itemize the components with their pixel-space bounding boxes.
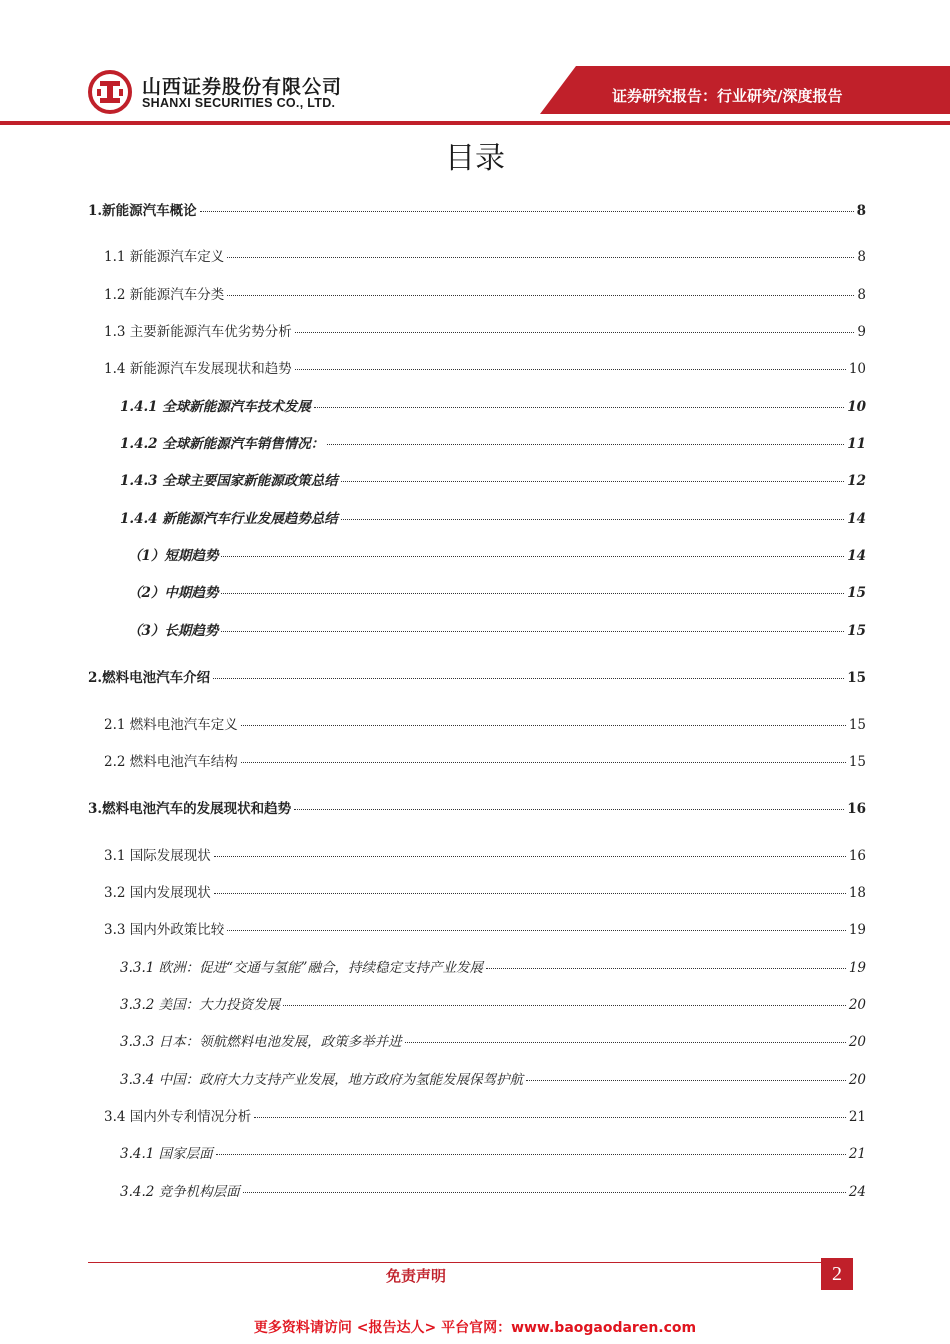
toc-leader-dots [221,593,844,594]
toc-entry-label: （1）短期趋势 [128,548,219,564]
report-type: 证券研究报告：行业研究/深度报告 [612,87,843,105]
toc-entry-label: 3.4 国内外专利情况分析 [104,1109,252,1125]
toc-leader-dots [341,519,844,520]
toc-leader-dots [254,1117,846,1118]
toc-entry[interactable] [104,1105,866,1125]
toc-entry-label: 3.3.4 中国：政府大力支持产业发展，地方政府为氢能发展保驾护航 [120,1072,524,1088]
toc-entry-page: 9 [857,324,866,340]
toc-entry-label: 1.3 主要新能源汽车优劣势分析 [104,324,292,340]
toc-entry[interactable] [128,544,866,564]
toc-entry-page: 16 [847,801,866,817]
toc-entry-page: 20 [848,997,866,1013]
company-logo-icon [88,70,132,114]
toc-entry-label: 2.1 燃料电池汽车定义 [104,717,238,733]
toc-entry[interactable] [120,993,866,1013]
toc-entry-label: 1.4 新能源汽车发展现状和趋势 [104,361,292,377]
promo-banner[interactable]: 更多资料请访问 <报告达人> 平台官网：www.baogaodaren.com [253,1320,697,1336]
toc-entry[interactable] [120,469,866,489]
toc-entry-label: 3.2 国内发展现状 [104,885,211,901]
toc-entry[interactable] [120,507,866,527]
toc-entry-page: 16 [848,848,866,864]
toc-entry-label: 2.2 燃料电池汽车结构 [104,754,238,770]
toc-entry-page: 14 [847,511,866,527]
toc-entry[interactable] [120,1030,866,1050]
toc-entry-page: 8 [856,203,866,219]
toc-leader-dots [243,1192,846,1193]
toc-entry-page: 11 [847,436,866,452]
disclaimer-link[interactable]: 免责声明 [386,1267,447,1285]
toc-entry-page: 15 [848,717,866,733]
toc-entry[interactable] [120,956,866,976]
toc-leader-dots [227,257,854,258]
toc-leader-dots [214,893,846,894]
toc-entry[interactable] [120,1068,866,1088]
toc-leader-dots [294,809,844,810]
toc-leader-dots [295,369,846,370]
toc-entry[interactable] [104,844,866,864]
toc-leader-dots [221,631,844,632]
toc-entry-label: 3.1 国际发展现状 [104,848,211,864]
company-name-en: SHANXI SECURITIES CO., LTD. [142,96,336,110]
page-title: 目录 [445,141,505,176]
toc-entry-label: 3.3.3 日本：领航燃料电池发展，政策多举并进 [120,1034,402,1050]
toc-entry-label: 1.新能源汽车概论 [88,203,197,219]
toc-entry-label: 1.4.2 全球新能源汽车销售情况： [120,436,325,452]
toc-leader-dots [327,444,844,445]
toc-entry-label: 3.3 国内外政策比较 [104,922,225,938]
toc-leader-dots [341,481,844,482]
toc-entry-page: 18 [848,885,866,901]
toc-entry-page: 24 [848,1184,866,1200]
toc-entry[interactable] [104,245,866,265]
toc-entry-label: 1.1 新能源汽车定义 [104,249,225,265]
toc-entry-label: 3.4.2 竞争机构层面 [120,1184,240,1200]
toc-entry-label: （3）长期趋势 [128,623,219,639]
toc-entry-page: 8 [857,287,866,303]
toc-leader-dots [283,1005,846,1006]
page-number: 2 [821,1258,853,1290]
toc-entry[interactable] [120,432,866,452]
header-red-band [0,0,950,130]
page-header [0,0,950,130]
toc-entry-label: （2）中期趋势 [128,585,219,601]
toc-leader-dots [216,1154,846,1155]
toc-leader-dots [227,295,854,296]
toc-leader-dots [221,556,844,557]
toc-entry[interactable] [104,713,866,733]
toc-leader-dots [214,856,846,857]
toc-entry-page: 19 [848,922,866,938]
toc-entry-page: 14 [847,548,866,564]
toc-entry[interactable] [128,581,866,601]
toc-leader-dots [526,1080,846,1081]
toc-entry-label: 3.4.1 国家层面 [120,1146,213,1162]
toc-entry-page: 20 [848,1034,866,1050]
toc-entry-page: 10 [848,361,866,377]
toc-entry[interactable] [128,619,866,639]
toc-leader-dots [200,211,854,212]
toc-entry-label: 2.燃料电池汽车介绍 [88,670,211,686]
toc-entry[interactable] [88,666,866,686]
toc-leader-dots [314,407,844,408]
toc-entry[interactable] [120,1142,866,1162]
toc-entry-page: 15 [847,585,866,601]
toc-entry[interactable] [104,750,866,770]
toc-leader-dots [486,968,846,969]
toc-entry-page: 21 [848,1146,866,1162]
toc-entry-page: 15 [847,623,866,639]
toc-entry-label: 3.3.1 欧洲：促进“交通与氢能”融合，持续稳定支持产业发展 [120,960,483,976]
toc-entry-label: 1.4.1 全球新能源汽车技术发展 [120,399,311,415]
toc-entry-label: 1.4.4 新能源汽车行业发展趋势总结 [120,511,338,527]
toc-entry[interactable] [88,199,866,219]
toc-entry[interactable] [104,918,866,938]
toc-entry-page: 12 [847,473,866,489]
toc-entry-page: 20 [848,1072,866,1088]
toc-entry-page: 19 [848,960,866,976]
toc-leader-dots [213,678,844,679]
toc-entry-page: 10 [847,399,866,415]
toc-entry[interactable] [120,1180,866,1200]
footer-divider [88,1262,850,1263]
toc-entry-label: 3.燃料电池汽车的发展现状和趋势 [88,801,292,817]
toc-leader-dots [227,930,846,931]
toc-entry-page: 15 [847,670,866,686]
toc-entry-page: 8 [857,249,866,265]
toc-leader-dots [295,332,855,333]
toc-entry[interactable] [104,881,866,901]
toc-leader-dots [241,725,846,726]
company-name-cn: 山西证券股份有限公司 [142,76,343,98]
toc-entry[interactable] [104,320,866,340]
toc-entry-label: 1.4.3 全球主要国家新能源政策总结 [120,473,338,489]
toc-entry[interactable] [88,797,866,817]
toc-entry-page: 15 [848,754,866,770]
toc-entry[interactable] [104,283,866,303]
toc-entry[interactable] [104,357,866,377]
toc-entry-label: 3.3.2 美国：大力投资发展 [120,997,281,1013]
toc-leader-dots [241,762,846,763]
toc-entry-label: 1.2 新能源汽车分类 [104,287,225,303]
toc-entry-page: 21 [848,1109,866,1125]
toc-leader-dots [405,1042,846,1043]
toc-entry[interactable] [120,395,866,415]
